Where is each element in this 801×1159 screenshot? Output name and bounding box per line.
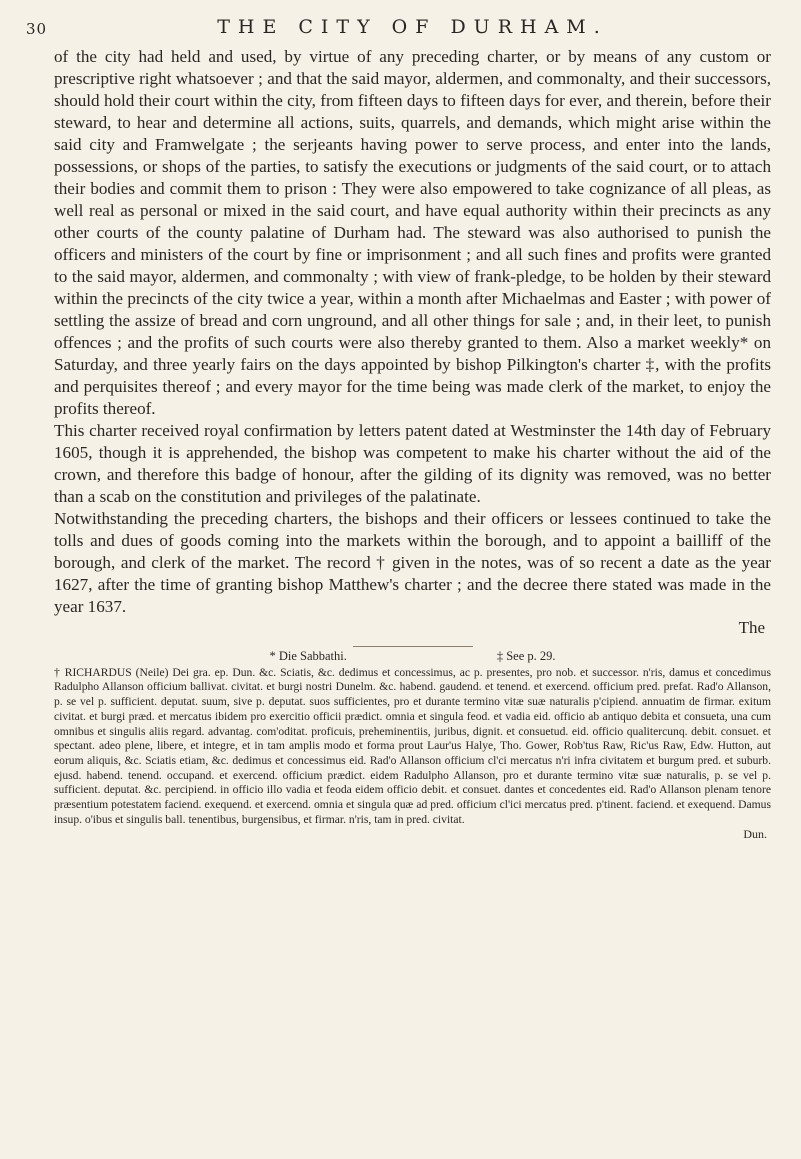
paragraph-2: This charter received royal confirmation by letters patent dated at Westminster the 14th day of February 1605, though it is apprehended, the bishop was competent to make his charter without the aid of the crown, and therefore this badge of honour, after the gilding of its dignity was removed, was no better than a scab on the constitution and privileges of the palatinate. [54,421,771,506]
footnote-rule [353,646,473,647]
paragraph-3: Notwithstanding the preceding charters, the bishops and their officers or lessees continued to take the tolls and dues of goods coming into the markets within the borough, and to appoint a bailliff of the borough, and clerk of the market. The record † given in the notes, was of so recent a date as the year 1627, after the time of granting bishop Matthew's charter ; and the decree there stated was made in the year 1637. [54,509,771,616]
page-number: 30 [26,20,48,38]
footnote-catchword: Dun. [743,827,767,842]
footnote-short-row [54,649,771,664]
footnote-star: * Die Sabbathi. [269,649,347,663]
page-header [26,12,771,46]
footnotes [54,649,771,842]
footnote-double-dagger: ‡ See p. 29. [496,649,556,663]
running-title: THE CITY OF DURHAM. [217,16,608,38]
footnote-dagger: † RICHARDUS (Neile) Dei gra. ep. Dun. &c. Sciatis, &c. dedimus et concessimus, ac p. presentes, pro nob. et successor. n'ris, damus et concedimus Radulpho Allanson officium ballivat. civitat. et burgi nostri Dunelm. &c. habend. gaudend. et tenend. et exercend. officium pred. prefat. Rad'o Allanson, p. se vel p. sufficient. deputat. suum, sive p. deputat. suos sufficientes, pro et durante termino vitæ suæ naturalis p'cipiend. annuatim de firmar. exitum civitat. et burgi præd. et mercatus ibidem pro exercitio officii prædict. omnia et singula feod. et vadia eid. officio ab antiquo debita et consueta, una cum omnibus et singulis aliis regard. advantag. com'oditat. proficuis, preheminentiis, juribus, dignit. et consuetud. eid. officio qualitercunq. debit. consuet. et spectant. adeo plene, libere, et integre, et in tam amplis modo et forma prout Laur'us Halye, Tho. Gower, Rob'tus Raw, Ric'us Raw, Edw. Hutton, aut eorum aliquis, &c. Sciatis etiam, &c. dedimus et concessimus eid. Rad'o Allanson officium cl'ci mercatus n'ri infra civitatem et burgum pred. et suburb. ejusd. habend. tenend. occupand. et exercend. officium prædict. eidem Radulpho Allanson, pro et durante termino vitæ suæ naturalis, p. se vel p. sufficient. deputat. &c. percipiend. in officio illo vadia et feoda eidem officio debit. et consuet. dantes et concedentes eid. Rad'o Allanson plenam tenore præsentium potestatem faciend. exequend. et exercend. omnia et singula quæ ad pred. officium cl'ici mercatus pred. p'tinent. faciend. et exequend. Damus insup. o'ibus et singulis ball. tenentibus, burgensibus, et firmar. n'ris, tam in pred. civitat. [54,665,771,826]
paragraph-1: of the city had held and used, by virtue of any preceding charter, or by means of any custom or prescriptive right whatsoever ; and that the said mayor, aldermen, and commonalty, and their successors, should hold their court within the city, from fifteen days to fifteen days for ever, and therein, before their steward, to hear and determine all actions, suits, quarrels, and demands, which might arise within the said city and Framwelgate ; the serjeants having power to serve process, and enter into the lands, possessions, or shops of the parties, to satisfy the executions or judgments of the said court, or to attach their bodies and commit them to prison : They were also empowered to take cognizance of all pleas, as well real as personal or mixed in the said court, and have equal authority within their precincts as any other courts of the county palatine of Durham had. The steward was also authorised to punish the officers and ministers of the court by fine or imprisonment ; and all such fines and profits were granted to the said mayor, aldermen, and commonalty ; with view of frank-pledge, to be holden by their steward within the precincts of the city twice a year, within a month after Michaelmas and Easter ; with power of settling the assize of bread and corn unground, and all other things for sale ; and, in their leet, to punish offences ; and the profits of such courts were also thereby granted to them. Also a market weekly* on Saturday, and three yearly fairs on the days appointed by bishop Pilkington's charter ‡, with the profits and perquisites thereof ; and every mayor for the time being was made clerk of the market, to enjoy the profits thereof. [54,47,771,418]
main-text [54,46,771,618]
catchword: The [738,618,765,637]
